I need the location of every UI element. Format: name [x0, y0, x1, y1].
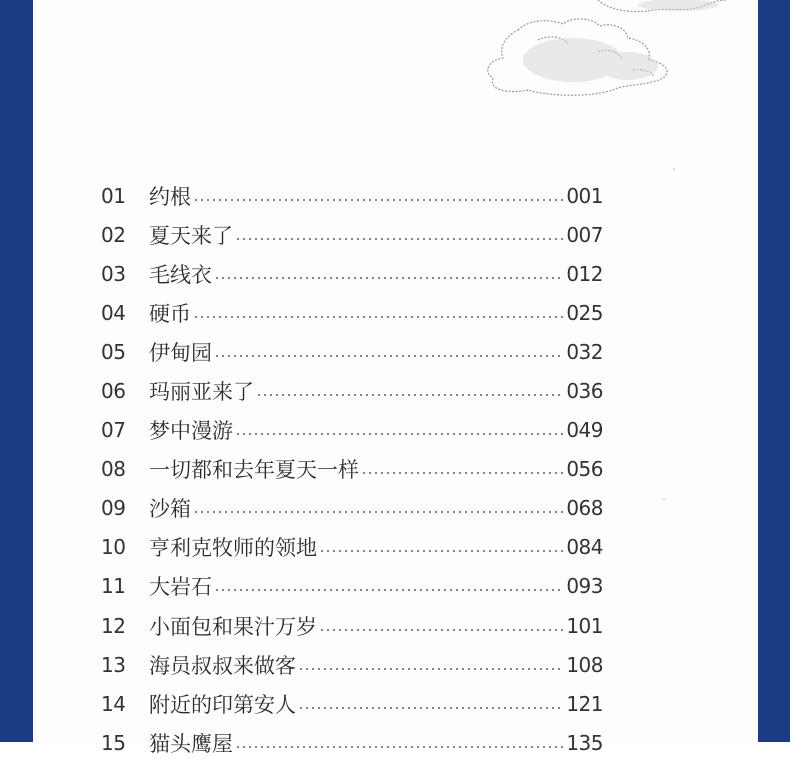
chapter-number: 07	[101, 418, 126, 443]
chapter-title: 梦中漫游	[149, 419, 233, 444]
chapter-number: 08	[101, 457, 126, 482]
dot-leader	[193, 316, 564, 318]
chapter-number: 01	[101, 183, 126, 208]
chapter-number: 02	[101, 222, 126, 247]
chapter-title: 猫头鹰屋	[149, 731, 233, 756]
page-number: 001	[566, 183, 603, 208]
toc-entry[interactable]	[101, 645, 603, 684]
chapter-title: 夏天来了	[149, 223, 233, 248]
chapter-title: 小面包和果汁万岁	[149, 614, 317, 639]
toc-entry[interactable]	[101, 411, 603, 450]
dot-leader	[256, 394, 564, 396]
page-number: 108	[566, 652, 603, 677]
toc-entry[interactable]	[101, 723, 603, 762]
dot-leader	[214, 277, 564, 279]
dot-leader	[298, 707, 564, 709]
toc-entry[interactable]	[101, 684, 603, 723]
dot-leader	[235, 433, 564, 435]
chapter-title: 一切都和去年夏天一样	[149, 458, 359, 483]
page-number: 025	[566, 300, 603, 325]
dot-leader	[214, 589, 564, 591]
page-number: 012	[566, 261, 603, 286]
dot-leader	[298, 668, 564, 670]
chapter-number: 05	[101, 339, 126, 364]
toc-entry[interactable]	[101, 528, 603, 567]
page-number: 121	[566, 691, 603, 716]
toc-entry[interactable]	[101, 489, 603, 528]
toc-entry[interactable]	[101, 606, 603, 645]
toc-entry[interactable]	[101, 215, 603, 254]
chapter-number: 14	[101, 691, 126, 716]
cloud-sketch-illustration	[448, 0, 748, 110]
chapter-title: 伊甸园	[149, 340, 212, 365]
toc-entry[interactable]	[101, 371, 603, 410]
chapter-number: 13	[101, 652, 126, 677]
toc-entry[interactable]	[101, 293, 603, 332]
paper-speck	[663, 498, 665, 500]
dot-leader	[235, 746, 564, 748]
chapter-number: 12	[101, 613, 126, 638]
chapter-title: 约根	[149, 184, 191, 209]
page-number: 056	[566, 457, 603, 482]
chapter-title: 海员叔叔来做客	[149, 653, 296, 678]
dot-leader	[193, 511, 564, 513]
page-number: 093	[566, 574, 603, 599]
page-number: 032	[566, 339, 603, 364]
dot-leader	[235, 238, 564, 240]
page-number: 084	[566, 535, 603, 560]
toc-entry[interactable]	[101, 332, 603, 371]
dot-leader	[319, 629, 564, 631]
chapter-title: 沙箱	[149, 497, 191, 522]
table-of-contents	[101, 176, 603, 762]
chapter-title: 毛线衣	[149, 262, 212, 287]
left-blue-border	[0, 0, 33, 742]
chapter-title: 硬币	[149, 301, 191, 326]
toc-entry[interactable]	[101, 450, 603, 489]
chapter-title: 附近的印第安人	[149, 692, 296, 717]
page-number: 135	[566, 730, 603, 755]
page-number: 068	[566, 496, 603, 521]
page-number: 101	[566, 613, 603, 638]
chapter-title: 亨利克牧师的领地	[149, 536, 317, 561]
chapter-number: 10	[101, 535, 126, 560]
page-number: 049	[566, 418, 603, 443]
right-blue-border	[758, 0, 790, 742]
page-number: 036	[566, 379, 603, 404]
dot-leader	[319, 550, 564, 552]
toc-entry[interactable]	[101, 176, 603, 215]
toc-entry[interactable]	[101, 567, 603, 606]
chapter-number: 11	[101, 574, 126, 599]
chapter-number: 06	[101, 379, 126, 404]
chapter-number: 15	[101, 730, 126, 755]
dot-leader	[361, 472, 564, 474]
dot-leader	[214, 355, 564, 357]
chapter-title: 大岩石	[149, 575, 212, 600]
chapter-number: 03	[101, 261, 126, 286]
chapter-title: 玛丽亚来了	[149, 380, 254, 405]
chapter-number: 04	[101, 300, 126, 325]
toc-entry[interactable]	[101, 254, 603, 293]
dot-leader	[193, 199, 564, 201]
page-number: 007	[566, 222, 603, 247]
paper-speck	[673, 168, 675, 170]
book-page	[33, 0, 758, 756]
chapter-number: 09	[101, 496, 126, 521]
